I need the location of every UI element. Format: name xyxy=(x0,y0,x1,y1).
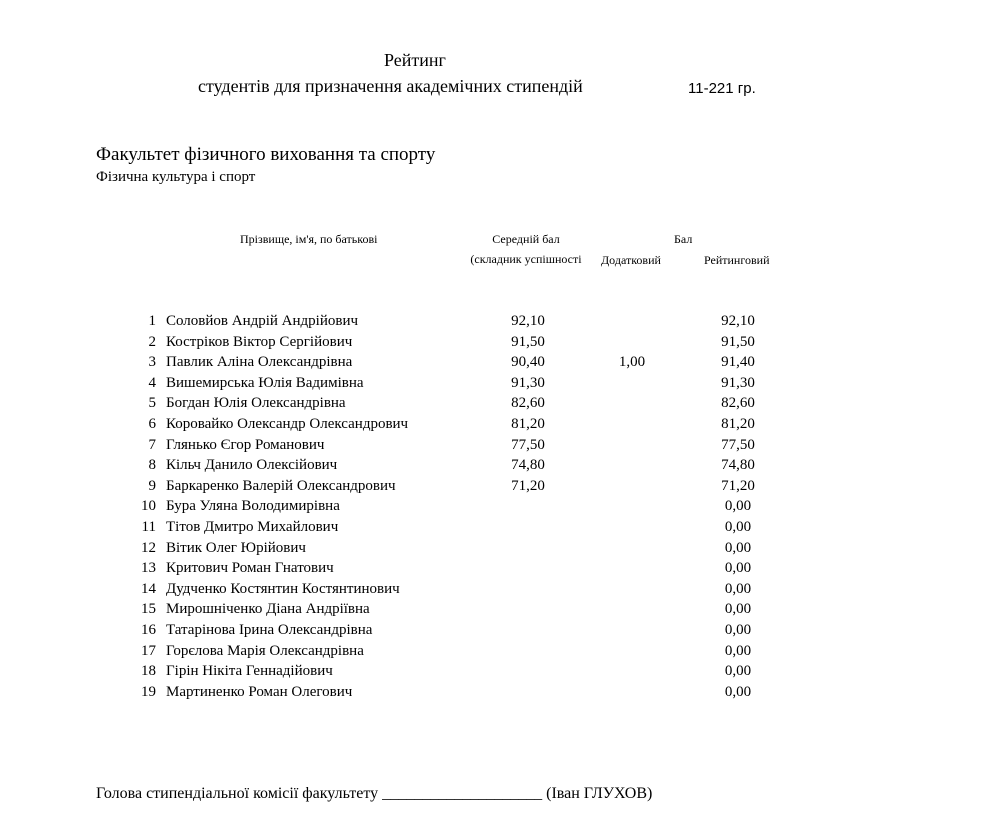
row-number: 7 xyxy=(148,436,156,453)
rating-score: 82,60 xyxy=(721,395,755,412)
row-number: 5 xyxy=(148,395,156,412)
row-number: 2 xyxy=(148,333,156,350)
student-name: Богдан Юлія Олександрівна xyxy=(166,395,346,412)
student-name: Кільч Данило Олексійович xyxy=(166,457,338,474)
student-name: Дудченко Костянтин Костянтинович xyxy=(166,580,400,597)
row-number: 17 xyxy=(141,642,156,659)
rating-score: 0,00 xyxy=(724,518,752,535)
table-row xyxy=(0,311,981,332)
table-row xyxy=(0,517,981,538)
signature-line: Голова стипендіальної комісії факультету ____________________ (Іван ГЛУХОВ) xyxy=(96,785,653,802)
row-number: 13 xyxy=(141,560,156,577)
average-score: 92,10 xyxy=(511,313,545,329)
table-row xyxy=(0,579,981,600)
average-score: 90,40 xyxy=(511,354,545,371)
rating-table xyxy=(0,311,981,702)
student-name: Мирошніченко Діана Андріївна xyxy=(166,601,370,618)
row-number: 6 xyxy=(148,415,156,432)
table-row xyxy=(0,538,981,559)
row-number: 19 xyxy=(141,683,156,700)
faculty-name: Факультет фізичного виховання та спорту xyxy=(96,144,436,165)
rating-score: 0,00 xyxy=(724,601,752,618)
rating-score: 0,00 xyxy=(724,539,752,556)
student-name: Соловйов Андрій Андрійович xyxy=(166,313,359,329)
table-row xyxy=(0,414,981,435)
row-number: 14 xyxy=(141,580,156,597)
student-name: Вишемирська Юлія Вадимівна xyxy=(166,374,364,391)
row-number: 11 xyxy=(141,518,156,535)
table-row xyxy=(0,332,981,353)
row-number: 15 xyxy=(141,601,156,618)
table-row xyxy=(0,641,981,662)
average-score: 81,20 xyxy=(511,415,545,432)
column-header-bal: Бал xyxy=(674,232,693,246)
student-name: Горєлова Марія Олександрівна xyxy=(166,642,364,659)
table-row xyxy=(0,352,981,373)
rating-score: 91,30 xyxy=(721,374,755,391)
rating-score: 0,00 xyxy=(724,683,752,700)
column-header-name: Прізвище, ім'я, по батькові xyxy=(240,232,378,246)
table-row xyxy=(0,682,981,703)
additional-score: 1,00 xyxy=(618,354,646,371)
table-row xyxy=(0,393,981,414)
rating-score: 0,00 xyxy=(724,642,752,659)
student-name: Вітик Олег Юрійович xyxy=(166,539,306,556)
table-row xyxy=(0,476,981,497)
row-number: 8 xyxy=(148,457,156,474)
rating-score: 81,20 xyxy=(721,415,755,432)
student-name: Критович Роман Гнатович xyxy=(166,560,334,577)
student-name: Глянько Єгор Романович xyxy=(166,436,325,453)
student-name: Баркаренко Валерій Олександрович xyxy=(166,477,396,494)
rating-score: 0,00 xyxy=(724,580,752,597)
row-number: 3 xyxy=(148,354,156,371)
row-number: 9 xyxy=(148,477,156,494)
rating-score: 77,50 xyxy=(721,436,755,453)
table-row xyxy=(0,661,981,682)
row-number: 12 xyxy=(141,539,156,556)
table-row xyxy=(0,455,981,476)
student-name: Павлик Аліна Олександрівна xyxy=(166,354,353,371)
row-number: 1 xyxy=(148,313,156,329)
student-name: Костріков Віктор Сергійович xyxy=(166,333,353,350)
row-number: 10 xyxy=(141,498,156,515)
table-row xyxy=(0,496,981,517)
rating-score: 0,00 xyxy=(724,560,752,577)
student-name: Татарінова Ірина Олександрівна xyxy=(166,621,373,638)
rating-score: 0,00 xyxy=(724,621,752,638)
specialty-name: Фізична культура і спорт xyxy=(96,169,256,185)
average-score: 82,60 xyxy=(511,395,545,412)
table-row xyxy=(0,558,981,579)
group-label: 11-221 гр. xyxy=(688,80,756,97)
column-header-additional: Додатковий xyxy=(601,253,661,267)
table-row xyxy=(0,373,981,394)
table-row xyxy=(0,435,981,456)
row-number: 16 xyxy=(141,621,156,638)
row-number: 4 xyxy=(148,374,156,391)
average-score: 71,20 xyxy=(511,477,545,494)
student-name: Тітов Дмитро Михайлович xyxy=(166,518,339,535)
rating-score: 91,40 xyxy=(721,354,755,371)
column-header-average: Середній бал (складник успішності xyxy=(470,232,582,266)
rating-score: 0,00 xyxy=(724,663,752,680)
rating-score: 71,20 xyxy=(721,477,755,494)
student-name: Бура Уляна Володимирівна xyxy=(166,498,340,515)
document-subtitle: студентів для призначення академічних стипендій xyxy=(198,76,583,96)
rating-score: 92,10 xyxy=(721,313,755,329)
rating-score: 0,00 xyxy=(724,498,752,515)
rating-score: 74,80 xyxy=(721,457,755,474)
student-name: Мартиненко Роман Олегович xyxy=(166,683,353,700)
student-name: Коровайко Олександр Олександрович xyxy=(166,415,409,432)
average-score: 91,50 xyxy=(511,333,545,350)
row-number: 18 xyxy=(141,663,156,680)
student-name: Гірін Нікіта Геннадійович xyxy=(166,663,333,680)
average-score: 91,30 xyxy=(511,374,545,391)
column-header-rating: Рейтинговий xyxy=(704,253,770,267)
table-row xyxy=(0,620,981,641)
average-score: 77,50 xyxy=(511,436,545,453)
document-title: Рейтинг xyxy=(384,50,446,70)
rating-score: 91,50 xyxy=(721,333,755,350)
average-score: 74,80 xyxy=(511,457,545,474)
table-row xyxy=(0,599,981,620)
